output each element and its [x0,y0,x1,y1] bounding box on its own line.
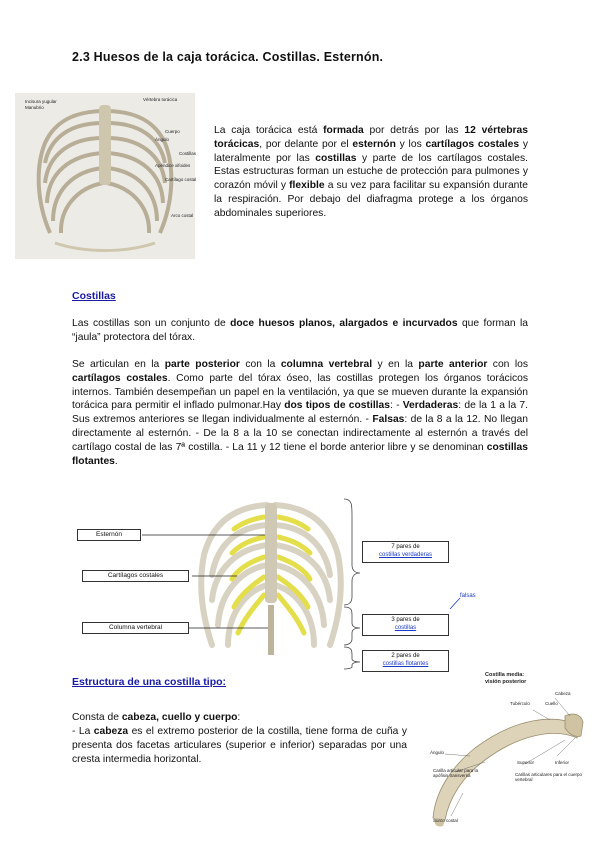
estructura-title-link[interactable]: Estructura de una costilla tipo: [72,676,227,688]
text-segment: parte anterior [418,359,488,370]
box-costillas-verdaderas [362,541,449,563]
fig3-label-3: Cuello [545,701,558,706]
fig1-label-right-3: Ángulo [155,137,170,142]
text-segment: cabeza, cuello y cuerpo [121,712,238,723]
fig1-label-right-2: Cuerpo [165,129,180,134]
text-segment: es el extremo posterior de la costilla, tiene forma de cuña y presenta dos facetas articulares (superior e inferior) separadas por una cresta intermedia horizontal. [72,726,408,765]
fig3-label-8: Carillas articulares para el cuerpo vertebral [515,772,583,782]
fig3-label-7: Inferior [555,760,570,765]
estructura-paragraph-2 [72,725,407,766]
text-segment: por detrás por las [363,125,465,136]
text-segment: Se articulan en la [72,359,165,370]
intro-paragraph [214,124,528,221]
fig1-label-right-6: Cartílago costal [165,177,197,182]
fig3-label-6: Superior [517,760,535,765]
text-segment: Falsas [372,414,405,426]
text-segment: La caja torácica está [214,125,324,136]
text-segment: . [114,455,118,467]
fig3-label-9: Surco costal [433,818,458,823]
text-segment: a su vez para facilitar su expansión durante la respiración. Por debajo del diafragma protege a los órganos abdominales superiores. [214,180,528,219]
fig3-label-4: Ángulo [430,750,445,755]
text-segment: cartílagos costales [425,138,520,150]
text-segment: Consta de [72,712,122,723]
rib-types-figure [72,495,492,670]
costillas-title-link[interactable]: Costillas [72,290,116,302]
text-segment: Verdaderas [402,400,459,412]
text-segment: parte posterior [164,359,240,370]
box-falsas-line1: 3 pares de [391,617,420,623]
text-segment: columna vertebral [280,359,373,370]
text-segment: y en la [372,359,419,370]
label-cartilagos-costales: Cartílagos costales [82,570,189,582]
text-segment: - La [72,726,94,737]
text-segment: : - [390,400,403,412]
fig3-label-1: Cabeza [555,691,571,696]
costillas-paragraph-1 [72,317,528,345]
text-segment: Las costillas son un conjunto de [72,318,231,329]
text-segment: que forman la “jaula” protectora del tórax. [72,318,529,343]
label-esternon: Esternón [77,529,141,541]
fig1-label-right-5: Apéndice xifoides [155,163,191,168]
single-rib-figure [415,668,595,833]
box-costillas-falsas [362,614,449,636]
text-segment: , por delante por el [259,138,353,150]
rib-cage-illustration [15,93,195,259]
fig1-label-right-1: Vértebra torácica [143,97,178,102]
box-falsas-line2: costillas [394,624,417,631]
text-segment: cabeza [93,726,129,737]
fig1-label-left-1: Incisura yugular [25,99,57,104]
rib-cage-photo [15,93,195,259]
text-segment: 12 vértebras torácicas [214,125,528,150]
text-segment: esternón [352,138,396,150]
box-verdaderas-line1: 7 pares de [391,544,420,550]
falsas-annotation: falsas [460,593,476,599]
text-segment: : de la 1 a la 7. Sus extremos anteriores se llegan individualmente al esternón. - [72,400,528,426]
text-segment: y parte de los cartílagos costales. Estas estructuras forman un estuche de protección para pulmones y corazón móvil y [214,152,528,192]
costillas-paragraph-2 [72,358,528,468]
text-segment: flexible [289,180,325,192]
text-segment: dos tipos de costillas [284,400,390,412]
text-segment: con la [239,359,281,370]
fig3-title-1: Costilla media: [485,672,525,678]
fig3-label-5: Carilla articular para la apófisis transversa [433,768,479,778]
text-segment: y los [395,138,426,150]
text-segment: : [237,712,241,723]
estructura-paragraph-1 [72,711,407,725]
section-heading: 2.3 Huesos de la caja torácica. Costillas. Esternón. [72,50,384,64]
text-segment: doce huesos planos, alargados e incurvados [230,318,458,329]
fig1-label-right-7: Arco costal [171,213,194,218]
text-segment: y lateralmente por las [214,138,528,164]
box-flotantes-line2: costillas flotantes [382,660,429,667]
text-segment: cartílagos costales [72,372,168,384]
text-segment: costillas flotantes [72,441,528,467]
box-flotantes-line1: 2 pares de [391,653,420,659]
label-columna-vertebral: Columna vertebral [82,622,189,634]
text-segment: con los [487,359,528,370]
rib-types-illustration [72,495,492,670]
text-segment: costillas [315,152,357,164]
text-segment: : de la 8 a la 12. No llegan directamente al esternón. - De la 8 a la 10 se conectan indirectamente al esternón a través del cartílago costal de las 7ª costilla. - La 11 y 12 tiene el borde anterior libre y se denominan [72,414,528,453]
fig1-label-left-2: Manubrio [25,105,44,110]
text-segment: formada [323,125,364,136]
fig1-label-right-4: Costillas [179,151,197,156]
fig3-title-2: visión posterior [485,679,527,685]
box-verdaderas-line2: costillas verdaderas [378,551,433,558]
fig3-label-2: Tubérculo [510,701,530,706]
text-segment: . Como parte del tórax óseo, las costillas protegen los órganos torácicos internos. También desempeñan un papel en la ventilación, ya que se mueven durante la expansión torácica para permitir el inflado pulmonar.Hay [72,372,529,412]
